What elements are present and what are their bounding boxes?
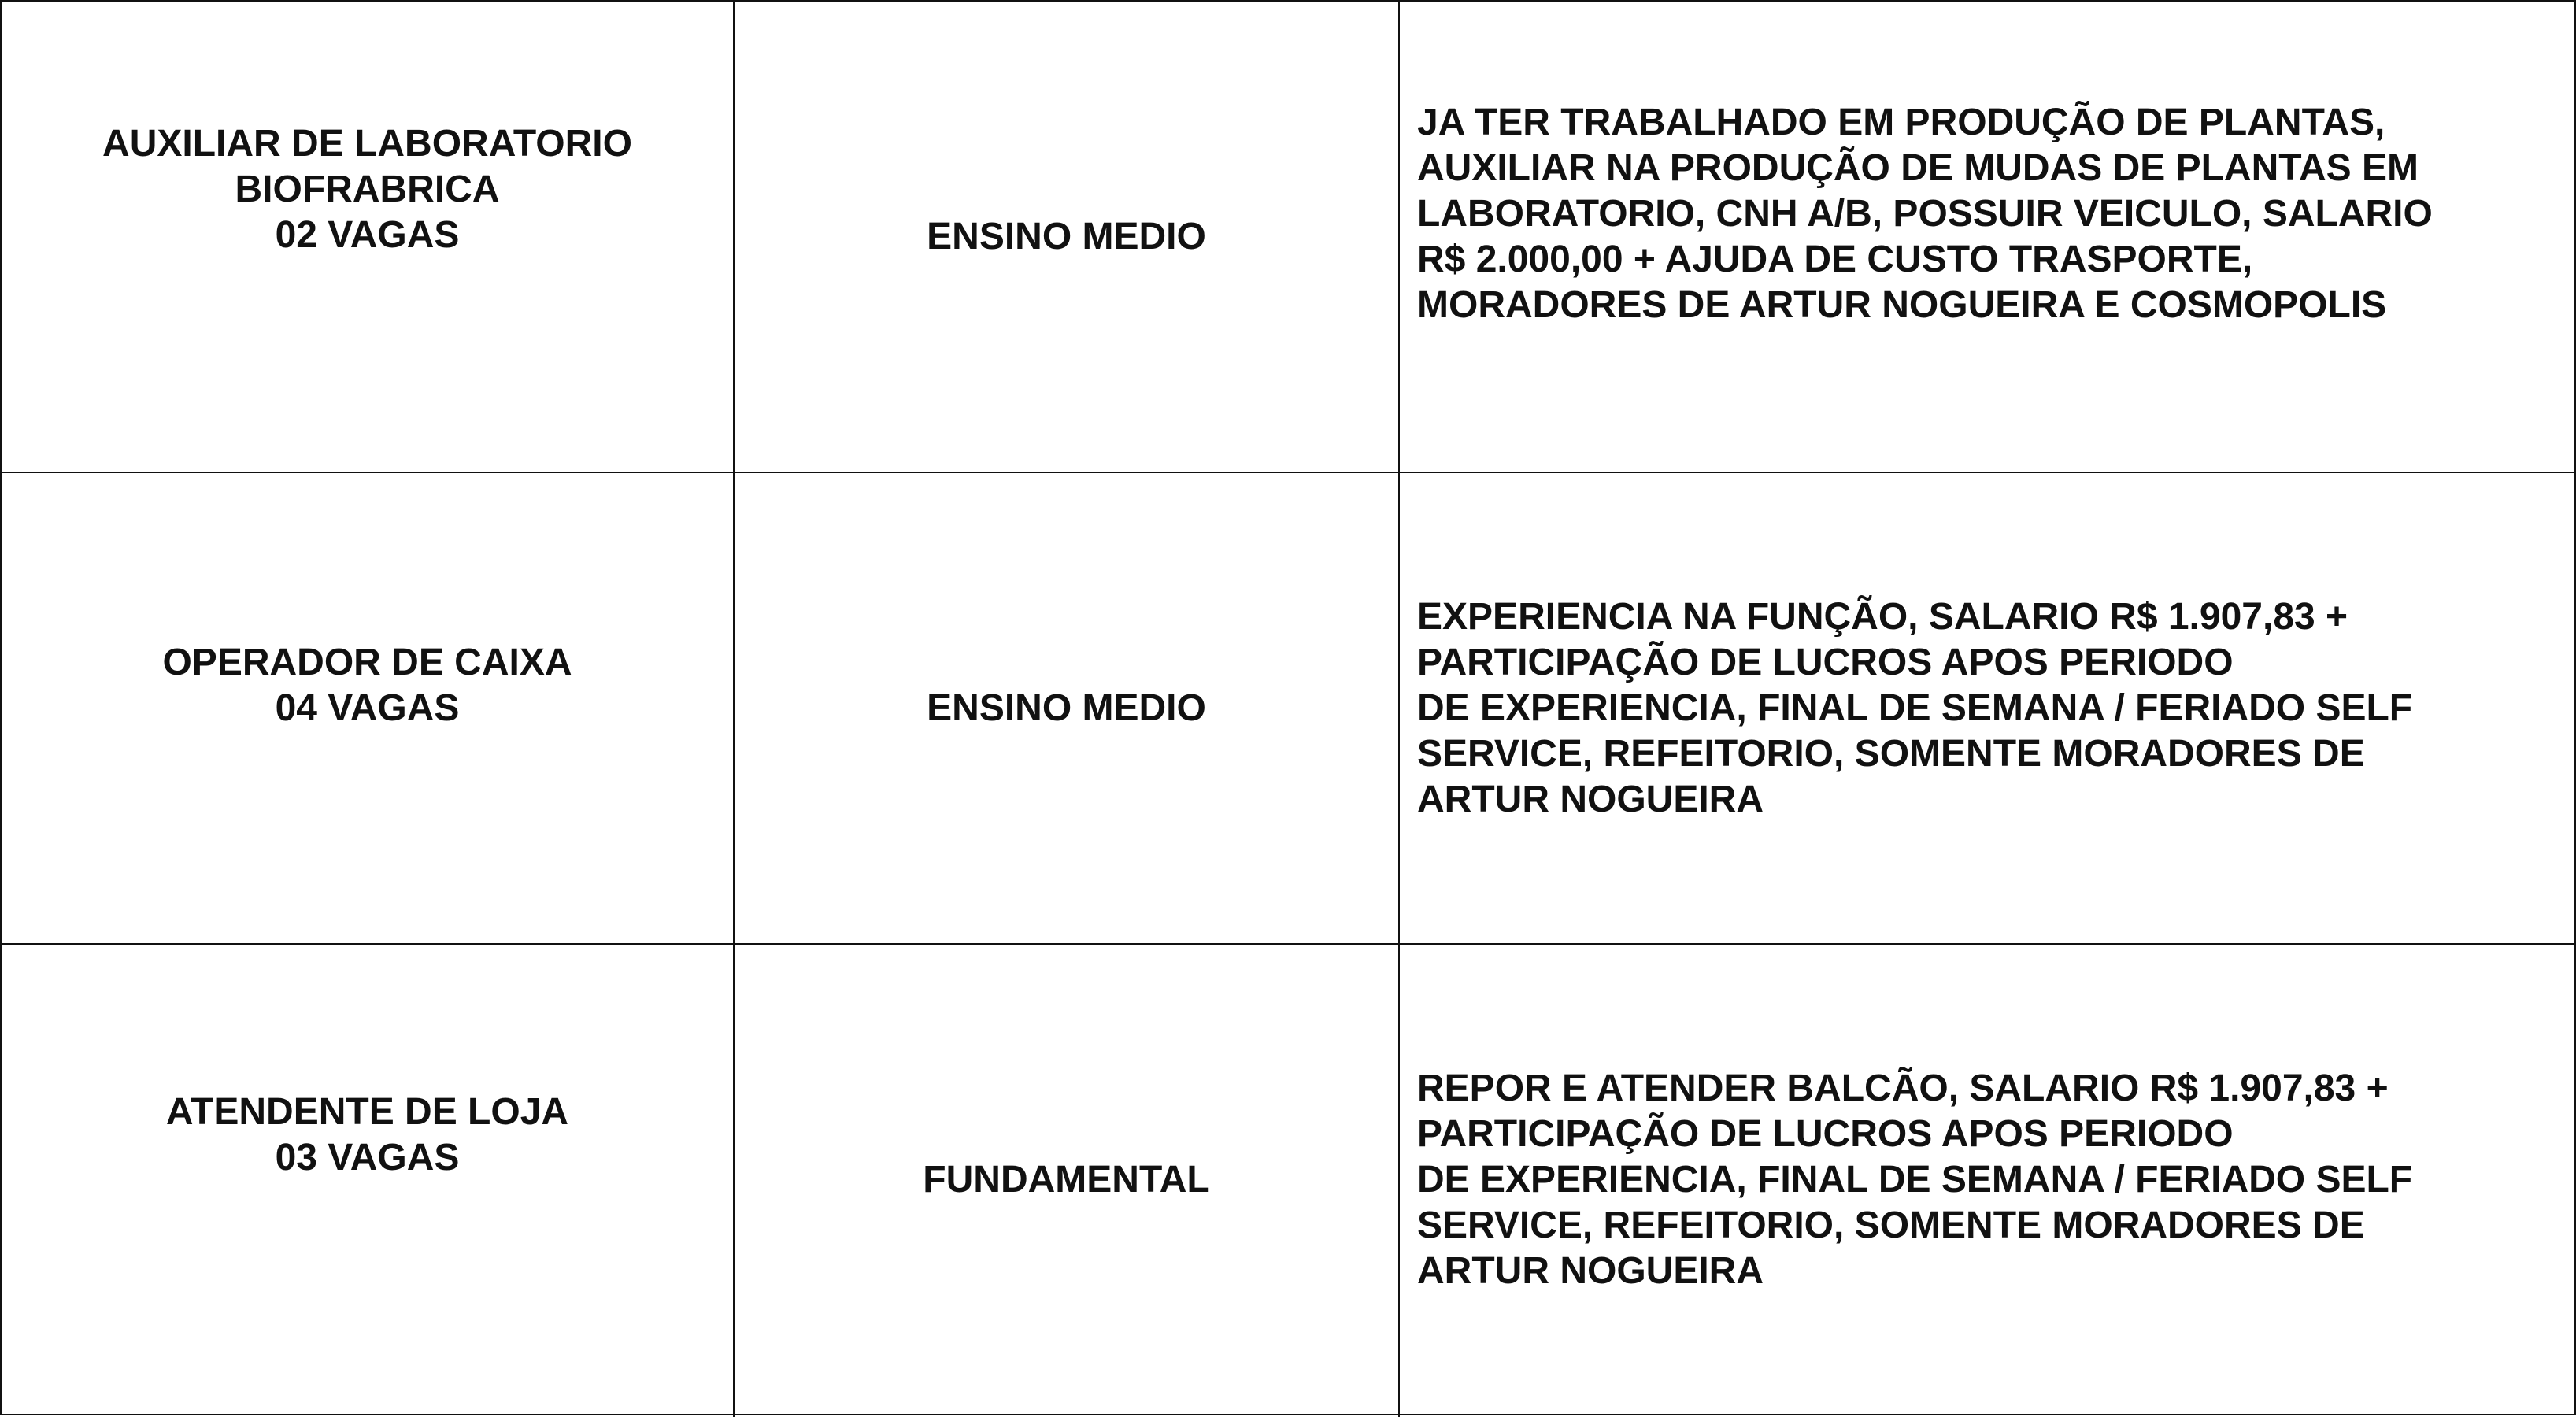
requirements-text bbox=[1417, 594, 2570, 823]
requirement-line: R$ 2.000,00 + AJUDA DE CUSTO TRASPORTE, bbox=[1417, 239, 2253, 280]
requirement-line: SERVICE, REFEITORIO, SOMENTE MORADORES DE bbox=[1417, 1204, 2365, 1246]
table-cell-education bbox=[735, 945, 1400, 1417]
table-cell-requirements bbox=[1400, 945, 2576, 1417]
requirement-line: MORADORES DE ARTUR NOGUEIRA E COSMOPOLIS bbox=[1417, 284, 2387, 326]
education-level: ENSINO MEDIO bbox=[927, 216, 1206, 257]
role-title bbox=[2, 121, 733, 258]
requirements-text bbox=[1417, 100, 2570, 328]
table-cell-requirements bbox=[1400, 473, 2576, 945]
table-cell-role bbox=[2, 473, 735, 945]
vacancy-count: 02 VAGAS bbox=[275, 214, 460, 256]
vacancy-count: 04 VAGAS bbox=[275, 687, 460, 729]
table-cell-education bbox=[735, 473, 1400, 945]
role-line: ATENDENTE DE LOJA bbox=[165, 1091, 569, 1133]
requirement-line: PARTICIPAÇÃO DE LUCROS APOS PERIODO bbox=[1417, 642, 2234, 683]
requirement-line: SERVICE, REFEITORIO, SOMENTE MORADORES DE bbox=[1417, 733, 2365, 775]
requirement-line: JA TER TRABALHADO EM PRODUÇÃO DE PLANTAS, bbox=[1417, 102, 2385, 143]
requirement-line: ARTUR NOGUEIRA bbox=[1417, 1250, 1764, 1292]
requirement-line: REPOR E ATENDER BALCÃO, SALARIO R$ 1.907,83 + bbox=[1417, 1067, 2389, 1109]
table-cell-requirements bbox=[1400, 2, 2576, 473]
table-cell-role bbox=[2, 945, 735, 1417]
requirement-line: DE EXPERIENCIA, FINAL DE SEMANA / FERIADO SELF bbox=[1417, 1159, 2413, 1201]
education-level: ENSINO MEDIO bbox=[927, 687, 1206, 729]
requirement-line: PARTICIPAÇÃO DE LUCROS APOS PERIODO bbox=[1417, 1113, 2234, 1155]
education-level: FUNDAMENTAL bbox=[923, 1159, 1210, 1201]
role-title bbox=[2, 1090, 733, 1181]
requirements-text bbox=[1417, 1066, 2570, 1294]
role-line: AUXILIAR DE LABORATORIO bbox=[102, 123, 632, 165]
requirement-line: ARTUR NOGUEIRA bbox=[1417, 779, 1764, 820]
table-cell-education bbox=[735, 2, 1400, 473]
role-line: OPERADOR DE CAIXA bbox=[162, 642, 572, 683]
role-title bbox=[2, 640, 733, 731]
requirement-line: DE EXPERIENCIA, FINAL DE SEMANA / FERIADO SELF bbox=[1417, 687, 2413, 729]
requirement-line: LABORATORIO, CNH A/B, POSSUIR VEICULO, SALARIO bbox=[1417, 193, 2433, 235]
requirement-line: EXPERIENCIA NA FUNÇÃO, SALARIO R$ 1.907,83 + bbox=[1417, 596, 2348, 638]
table-cell-role bbox=[2, 2, 735, 473]
vacancy-count: 03 VAGAS bbox=[275, 1137, 460, 1178]
role-line: BIOFRABRICA bbox=[235, 168, 500, 210]
requirement-line: AUXILIAR NA PRODUÇÃO DE MUDAS DE PLANTAS EM bbox=[1417, 147, 2419, 189]
